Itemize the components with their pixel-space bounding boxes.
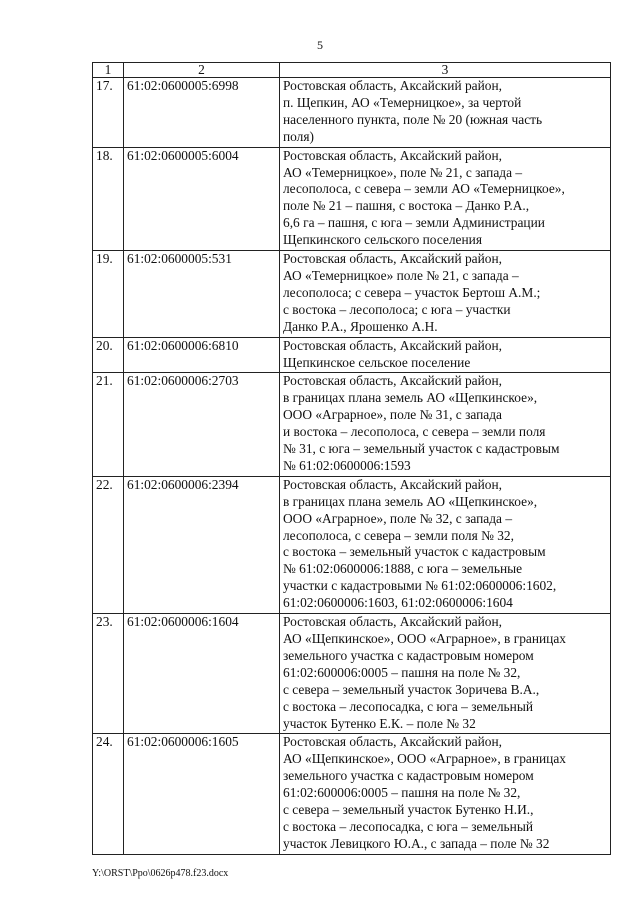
description-line: земельного участка с кадастровым номером	[283, 768, 534, 784]
description-line: с севера – земельный участок Бутенко Н.И.,	[283, 802, 534, 818]
description-line: с востока – лесопосадка, с юга – земельный	[283, 818, 533, 834]
file-path-footer: Y:\ORST\Ppo\0626p478.f23.docx	[92, 868, 229, 879]
description-line: п. Щепкин, АО «Темерницкое», за чертой	[283, 94, 522, 110]
description-line: земельного участка с кадастровым номером	[283, 647, 534, 663]
description-line: поля)	[283, 128, 314, 144]
description-line: с севера – земельный участок Зоричева В.А.,	[283, 681, 540, 697]
header-col-2: 2	[124, 63, 280, 78]
description-line: ООО «Аграрное», поле № 31, с запада	[283, 407, 502, 423]
table-row	[93, 337, 611, 373]
location-description	[280, 734, 611, 854]
description-line: Ростовская область, Аксайский район,	[283, 147, 502, 163]
row-number: 18.	[93, 147, 124, 250]
description-line: лесополоса, с севера – земли поля № 32,	[283, 527, 514, 543]
description-line: Данко Р.А., Ярошенко А.Н.	[283, 318, 438, 334]
description-line: с востока – лесополоса; с юга – участки	[283, 301, 511, 317]
row-number: 21.	[93, 373, 124, 476]
description-line: Щепкинское сельское поселение	[283, 354, 471, 370]
cadastral-number: 61:02:0600006:1604	[124, 614, 280, 734]
description-line: Ростовская область, Аксайский район,	[283, 476, 502, 492]
location-description	[280, 373, 611, 476]
cadastral-number: 61:02:0600005:6004	[124, 147, 280, 250]
description-line: 61:02:600006:0005 – пашня на поле № 32,	[283, 785, 521, 801]
description-line: в границах плана земель АО «Щепкинское»,	[283, 493, 538, 509]
row-number: 24.	[93, 734, 124, 854]
description-line: Ростовская область, Аксайский район,	[283, 734, 502, 750]
table-row	[93, 734, 611, 854]
description-line: № 61:02:0600006:1593	[283, 457, 411, 473]
description-line: Щепкинского сельского поселения	[283, 232, 482, 248]
description-line: 6,6 га – пашня, с юга – земли Администрации	[283, 215, 545, 231]
description-line: Ростовская область, Аксайский район,	[283, 373, 502, 389]
description-line: Ростовская область, Аксайский район,	[283, 251, 502, 267]
header-col-1: 1	[93, 63, 124, 78]
header-col-3: 3	[280, 63, 611, 78]
location-description	[280, 78, 611, 148]
description-line: Ростовская область, Аксайский район,	[283, 78, 502, 93]
description-line: 61:02:600006:0005 – пашня на поле № 32,	[283, 664, 521, 680]
row-number: 19.	[93, 251, 124, 338]
description-line: населенного пункта, поле № 20 (южная часть	[283, 111, 543, 127]
table-row	[93, 373, 611, 476]
cadastral-number: 61:02:0600006:2394	[124, 476, 280, 613]
description-line: поле № 21 – пашня, с востока – Данко Р.А.,	[283, 198, 530, 214]
cadastral-number: 61:02:0600006:6810	[124, 337, 280, 373]
description-line: 61:02:0600006:1603, 61:02:0600006:1604	[283, 595, 513, 611]
description-line: Ростовская область, Аксайский район,	[283, 614, 502, 630]
table-row	[93, 476, 611, 613]
description-line: ООО «Аграрное», поле № 32, с запада –	[283, 510, 513, 526]
cadastral-number: 61:02:0600005:531	[124, 251, 280, 338]
row-number: 20.	[93, 337, 124, 373]
table-row	[93, 614, 611, 734]
location-description	[280, 147, 611, 250]
description-line: участки с кадастровыми № 61:02:0600006:1602,	[283, 578, 557, 594]
row-number: 23.	[93, 614, 124, 734]
description-line: АО «Темерницкое», поле № 21, с запада –	[283, 164, 523, 180]
description-line: АО «Щепкинское», ООО «Аграрное», в границах	[283, 631, 566, 646]
description-line: АО «Щепкинское», ООО «Аграрное», в границах	[283, 751, 566, 767]
location-description	[280, 476, 611, 613]
description-line: с востока – земельный участок с кадастровым	[283, 544, 546, 560]
description-line: № 31, с юга – земельный участок с кадастровым	[283, 441, 560, 457]
description-line: участок Левицкого Ю.А., с запада – поле № 32	[283, 835, 550, 851]
page-number: 5	[317, 38, 323, 52]
cadastral-number: 61:02:0600006:1605	[124, 734, 280, 854]
table-row	[93, 78, 611, 148]
description-line: с востока – лесопосадка, с юга – земельный	[283, 698, 533, 714]
description-line: и востока – лесополоса, с севера – земли поля	[283, 424, 546, 440]
row-number: 17.	[93, 78, 124, 148]
location-description	[280, 251, 611, 338]
description-line: АО «Темерницкое» поле № 21, с запада –	[283, 267, 519, 283]
table-header-row	[93, 63, 611, 78]
description-line: участок Бутенко Е.К. – поле № 32	[283, 715, 476, 731]
description-line: № 61:02:0600006:1888, с юга – земельные	[283, 561, 523, 577]
description-line: Ростовская область, Аксайский район,	[283, 337, 502, 353]
table-row	[93, 251, 611, 338]
location-description	[280, 614, 611, 734]
location-description	[280, 337, 611, 373]
land-plots-table	[92, 62, 611, 855]
cadastral-number: 61:02:0600006:2703	[124, 373, 280, 476]
cadastral-number: 61:02:0600005:6998	[124, 78, 280, 148]
description-line: лесополоса, с севера – земли АО «Темерницкое»,	[283, 181, 565, 197]
description-line: лесополоса; с севера – участок Бертош А.М.;	[283, 284, 541, 300]
row-number: 22.	[93, 476, 124, 613]
table-row	[93, 147, 611, 250]
table-body	[93, 63, 611, 855]
description-line: в границах плана земель АО «Щепкинское»,	[283, 390, 538, 406]
